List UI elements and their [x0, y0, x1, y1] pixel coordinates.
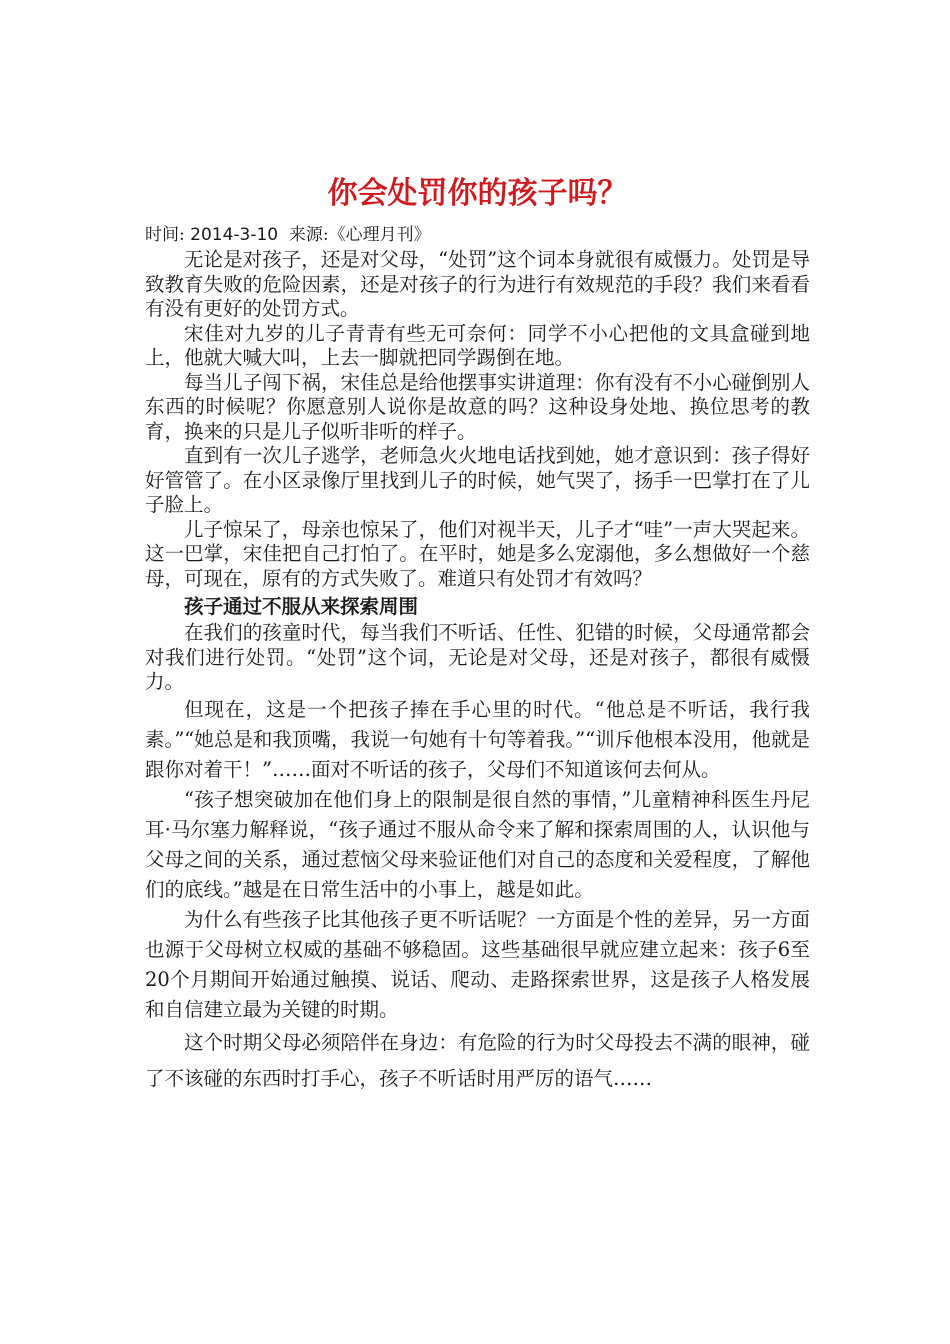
paragraph: 儿子惊呆了，母亲也惊呆了，他们对视半天，儿子才“哇”一声大哭起来。这一巴掌，宋佳把自己打怕了。在平时，她是多么宠溺他，多么想做好一个慈母，可现在，原有的方式失败了。难道只有处罚才有效吗？ [145, 517, 810, 590]
meta-date: 2014-3-10 [190, 225, 279, 245]
paragraph: 为什么有些孩子比其他孩子更不听话呢？一方面是个性的差异，另一方面也源于父母树立权威的基础不够稳固。这些基础很早就应建立起来：孩子6至20个月期间开始通过触摸、说话、爬动、走路探索世界，这是孩子人格发展和自信建立最为关键的时期。 [145, 907, 810, 1021]
paragraph: 无论是对孩子，还是对父母，“处罚”这个词本身就很有威慑力。处罚是导致教育失败的危险因素，还是对孩子的行为进行有效规范的手段？我们来看看有没有更好的处罚方式。 [145, 248, 810, 320]
paragraph: 但现在，这是一个把孩子捧在手心里的时代。“他总是不听话，我行我素。”“她总是和我顶嘴，我说一句她有十句等着我。”“训斥他根本没用，他就是跟你对着干！”……面对不听话的孩子，父母们不知道该何去何从。 [145, 697, 810, 781]
paragraph: 宋佳对九岁的儿子青青有些无可奈何：同学不小心把他的文具盒碰到地上，他就大喊大叫，上去一脚就把同学踢倒在地。 [145, 321, 810, 369]
paragraph: 这个时期父母必须陪伴在身边：有危险的行为时父母投去不满的眼神，碰了不该碰的东西时打手心，孩子不听话时用严厉的语气…… [145, 1030, 810, 1090]
section-heading: 孩子通过不服从来探索周围 [184, 595, 419, 618]
article-title: 你会处罚你的孩子吗？ [327, 176, 628, 211]
article [145, 172, 810, 1097]
article-meta [145, 222, 810, 248]
paragraph: 在我们的孩童时代，每当我们不听话、任性、犯错的时候，父母通常都会对我们进行处罚。“处罚”这个词，无论是对父母，还是对孩子，都很有威慑力。 [145, 621, 810, 693]
meta-time-label: 时间: [145, 225, 191, 245]
meta-source: 来源:《心理月刊》 [278, 225, 431, 245]
paragraph: 直到有一次儿子逃学，老师急火火地电话找到她，她才意识到：孩子得好好管管了。在小区录像厅里找到儿子的时候，她气哭了，扬手一巴掌打在了儿子脸上。 [145, 444, 810, 516]
paragraph: “孩子想突破加在他们身上的限制是很自然的事情，”儿童精神科医生丹尼耳·马尔塞力解释说，“孩子通过不服从命令来了解和探索周围的人，认识他与父母之间的关系，通过惹恼父母来验证他们对自己的态度和关爱程度，了解他们的底线。”越是在日常生活中的小事上，越是如此。 [145, 787, 810, 901]
paragraph: 每当儿子闯下祸，宋佳总是给他摆事实讲道理：你有没有不小心碰倒别人东西的时候呢？你愿意别人说你是故意的吗？这种设身处地、换位思考的教育，换来的只是儿子似听非听的样子。 [145, 370, 810, 443]
